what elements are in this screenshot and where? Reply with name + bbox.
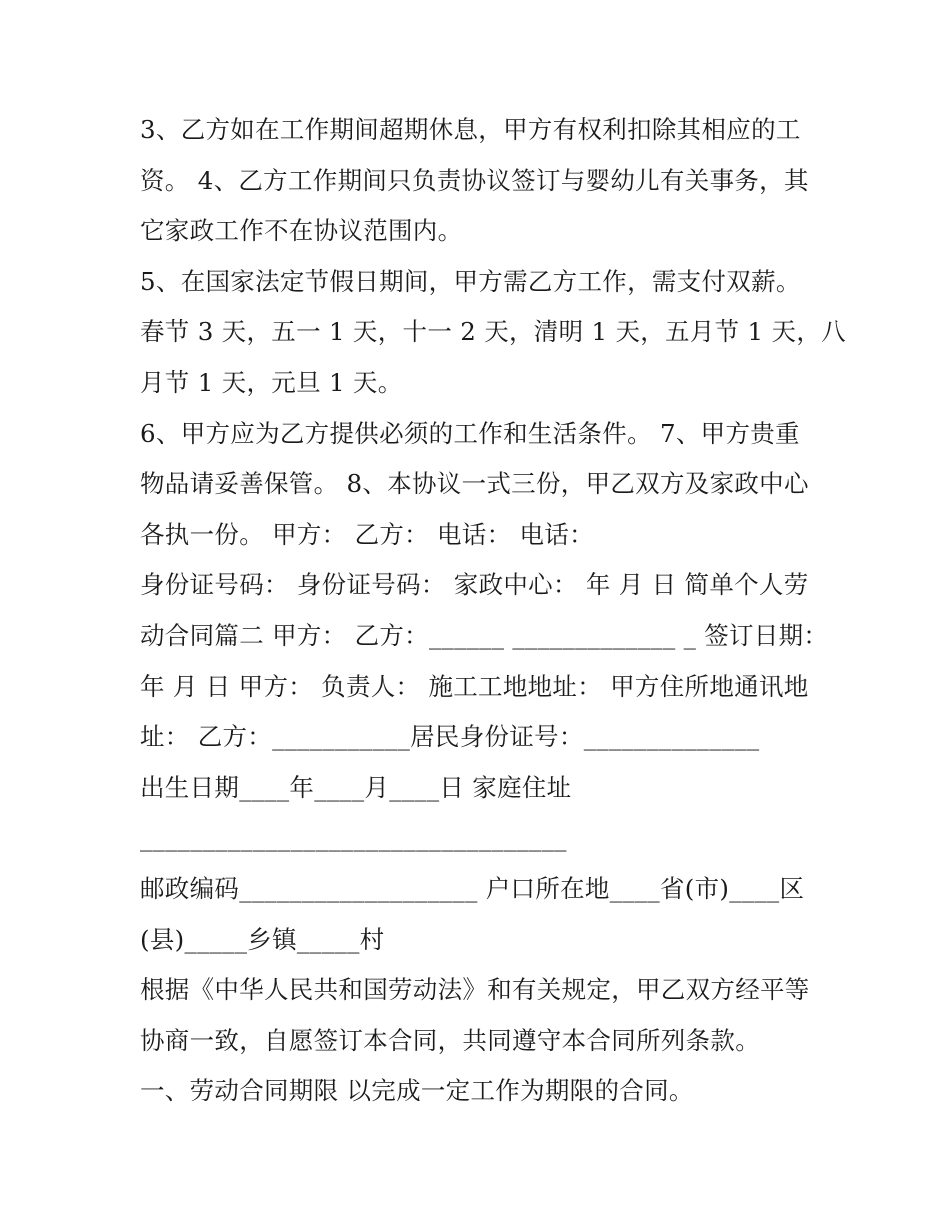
text-line: 春节 3 天，五一 1 天，十一 2 天，清明 1 天，五月节 1 天，八 — [140, 317, 846, 347]
blank-underline: __________________________________ — [140, 823, 567, 853]
text-line: 出生日期____年____月____日 家庭住址 — [140, 772, 572, 802]
text-line: 址： 乙方：___________居民身份证号：______________ — [140, 722, 760, 752]
text-line: 5、在国家法定节假日期间，甲方需乙方工作，需支付双薪。 — [140, 266, 801, 296]
text-line: 各执一份。 甲方： 乙方： 电话： 电话： — [140, 519, 594, 549]
text-line: 资。 4、乙方工作期间只负责协议签订与婴幼儿有关事务，其 — [140, 165, 809, 195]
text-line: 协商一致，自愿签订本合同，共同遵守本合同所列条款。 — [140, 1025, 760, 1055]
text-line: 3、乙方如在工作期间超期休息，甲方有权利扣除其相应的工 — [140, 115, 801, 144]
text-line: 根据《中华人民共和国劳动法》和有关规定，甲乙双方经平等 — [140, 975, 810, 1005]
text-line: (县)_____乡镇_____村 — [140, 924, 385, 954]
text-line: 物品请妥善保管。 8、本协议一式三份，甲乙双方及家政中心 — [140, 469, 809, 499]
section-heading: 一、劳动合同期限 以完成一定工作为期限的合同。 — [140, 1076, 694, 1106]
text-line: 动合同篇二 甲方： 乙方：______ _____________ _ 签订日期： — [140, 620, 829, 650]
document-page — [140, 105, 846, 1117]
text-line: 年 月 日 甲方： 负责人： 施工工地地址： 甲方住所地通讯地 — [140, 671, 809, 701]
text-line: 月节 1 天，元旦 1 天。 — [140, 367, 403, 397]
text-line: 邮政编码___________________ 户口所在地____省(市)____区 — [140, 873, 805, 903]
text-line: 它家政工作不在协议范围内。 — [140, 216, 463, 246]
text-line: 身份证号码： 身份证号码： 家政中心： 年 月 日 简单个人劳 — [140, 570, 809, 600]
text-line: 6、甲方应为乙方提供必须的工作和生活条件。 7、甲方贵重 — [140, 418, 800, 448]
